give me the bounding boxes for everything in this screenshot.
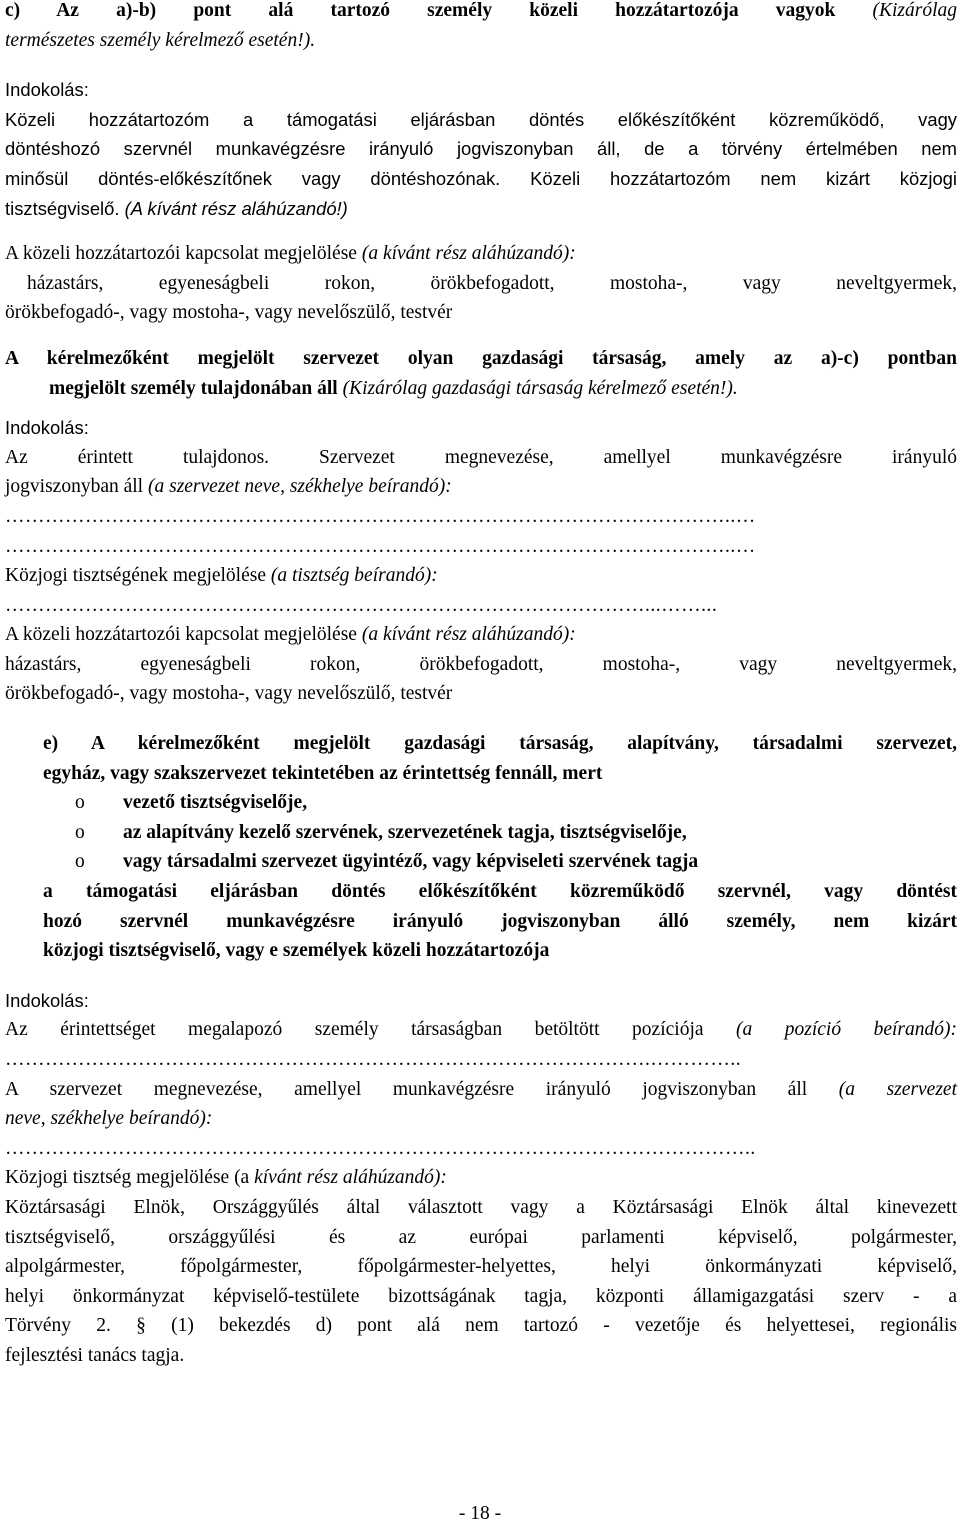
justification-line: döntéshozó szervnél munkavégzésre irányuló jogviszonyban áll, de a törvény értelmében nem — [5, 138, 957, 160]
public-office-list-line: Köztársasági Elnök, Országgyűlés által választott vagy a Köztársasági Elnök által kinevezett — [5, 1196, 957, 1218]
public-office-list-line: tisztségviselő, országgyűlési és az európai parlamenti képviselő, polgármester, — [5, 1226, 957, 1248]
section-d-bold: megjelölt személy tulajdonában áll — [49, 377, 338, 399]
relationship-options-line1: házastárs, egyeneságbeli rokon, örökbefogadott, mostoha-, vagy neveltgyermek, — [5, 653, 957, 675]
public-office-list-line: Törvény 2. § (1) bekezdés d) pont alá nem tartozó - vezetője és helyettesei, regionális — [5, 1315, 957, 1337]
owner-line2-text: jogviszonyban áll — [5, 476, 144, 498]
justification-heading: Indokolás: — [5, 989, 89, 1011]
justification-note: (A kívánt rész aláhúzandó!) — [124, 197, 348, 219]
relationship-options-line1: házastárs, egyeneságbeli rokon, örökbefogadott, mostoha-, vagy neveltgyermek, — [27, 272, 957, 294]
public-office-label-note: (a tisztség beírandó): — [270, 565, 438, 587]
section-c-bold: c) Az a)-b) pont alá tartozó személy közeli hozzátartozója vagyok — [5, 0, 836, 21]
owner-line1: Az érintett tulajdonos. Szervezet megnevezése, amellyel munkavégzésre irányuló — [5, 446, 957, 468]
organization-line1-note: (a szervezet — [838, 1078, 958, 1100]
section-d-line2 — [5, 374, 957, 404]
list-item — [5, 847, 957, 877]
justification-line: minősül döntés-előkészítőnek vagy döntéshozónak. Közeli hozzátartozóm nem kizárt közjogi — [5, 167, 957, 189]
justification-block-1 — [5, 75, 957, 223]
section-e — [5, 729, 957, 966]
relationship-label-note: (a kívánt rész aláhúzandó): — [361, 624, 576, 646]
public-office-list-line: helyi önkormányzat képviselő-testülete bizottságának tagja, központi államigazgatási szerv - a — [5, 1285, 957, 1307]
relationship-label — [5, 239, 957, 269]
position-line-note: (a pozíció beírandó): — [736, 1019, 957, 1041]
fill-in-dots[interactable]: ……………………………………………………………………………………...……... — [5, 594, 718, 616]
justification-heading: Indokolás: — [5, 79, 89, 101]
relationship-label-text: A közeli hozzátartozói kapcsolat megjelölése — [5, 243, 357, 265]
section-d-line1: A kérelmezőként megjelölt szervezet olyan gazdasági társaság, amely az a)-c) pontban — [5, 347, 957, 369]
bullet-mark: o — [75, 851, 85, 873]
justification-line: Közeli hozzátartozóm a támogatási eljárásban döntés előkészítőként közreműködő, vagy — [5, 108, 957, 130]
section-c-italic: (Kizárólag — [872, 0, 958, 21]
public-office-label-text: Közjogi tisztségének megjelölése — [5, 565, 267, 587]
section-c-line2: természetes személy kérelmező esetén!). — [5, 29, 316, 51]
fill-in-dots[interactable]: …………………………………………………………………………………….………….. — [5, 1049, 742, 1070]
public-office-list-line: fejlesztési tanács tagja. — [5, 1344, 185, 1366]
page-number: - 18 - — [458, 1503, 502, 1524]
organization-line1 — [5, 1075, 957, 1105]
fill-in-dots[interactable]: ………………………………………………………………………………………………..… — [5, 505, 756, 527]
justification-heading: Indokolás: — [5, 417, 89, 439]
section-d-italic: (Kizárólag gazdasági társaság kérelmező esetén!). — [342, 377, 738, 399]
relationship-label-text: A közeli hozzátartozói kapcsolat megjelölése — [5, 624, 357, 646]
section-e-line3: a támogatási eljárásban döntés előkészítőként közreműködő szervnél, vagy döntést — [43, 881, 957, 903]
relationship-options-line2: örökbefogadó-, vagy mostoha-, vagy nevelőszülő, testvér — [5, 302, 453, 324]
position-line — [5, 1015, 957, 1045]
fill-in-dots[interactable]: ………………………………………………………………………………………………..… — [5, 535, 756, 557]
section-e-line1: e) A kérelmezőként megjelölt gazdasági társaság, alapítvány, társadalmi szervezet, — [43, 733, 957, 755]
position-line-text: Az érintettséget megalapozó személy társaságban betöltött pozíciója — [5, 1019, 704, 1041]
public-office-label — [5, 561, 957, 591]
public-office-label-text: Közjogi tisztség megjelölése (a — [5, 1167, 250, 1189]
section-e-line5: közjogi tisztségviselő, vagy e személyek közeli hozzátartozója — [43, 940, 550, 962]
document-page — [5, 0, 957, 1371]
section-c-line1 — [5, 0, 957, 26]
justification-line — [5, 194, 957, 224]
section-e-line2: egyház, vagy szakszervezet tekintetében az érintettség fennáll, mert — [43, 762, 603, 784]
relationship-label-note: (a kívánt rész aláhúzandó): — [361, 243, 576, 265]
public-office-label — [5, 1163, 957, 1193]
owner-line2-note: (a szervezet neve, székhelye beírandó): — [147, 476, 452, 498]
public-office-label-note: kívánt rész aláhúzandó): — [254, 1167, 447, 1189]
public-office-list-line: alpolgármester, főpolgármester, főpolgármester-helyettes, helyi önkormányzati képviselő, — [5, 1256, 957, 1278]
relationship-label — [5, 620, 957, 650]
owner-line2 — [5, 472, 957, 502]
list-item-text: az alapítvány kezelő szervének, szervezetének tagja, tisztségviselője, — [123, 821, 687, 843]
section-e-line4: hozó szervnél munkavégzésre irányuló jogviszonyban álló személy, nem kizárt — [43, 910, 957, 932]
relationship-options-line2: örökbefogadó-, vagy mostoha-, vagy nevelőszülő, testvér — [5, 683, 453, 705]
list-item-text: vagy társadalmi szervezet ügyintéző, vagy képviseleti szervének tagja — [123, 851, 699, 873]
list-item-text: vezető tisztségviselője, — [123, 792, 308, 814]
bullet-mark: o — [75, 792, 85, 814]
fill-in-dots[interactable]: ………………………………………………………………………………………………….. — [5, 1137, 756, 1159]
organization-line2: neve, székhelye beírandó): — [5, 1108, 213, 1130]
organization-line1-text: A szervezet megnevezése, amellyel munkavégzésre irányuló jogviszonyban áll — [5, 1078, 808, 1100]
list-item — [5, 818, 957, 848]
list-item — [5, 788, 957, 818]
justification-text: tisztségviselő. — [5, 197, 120, 219]
bullet-mark: o — [75, 821, 85, 843]
